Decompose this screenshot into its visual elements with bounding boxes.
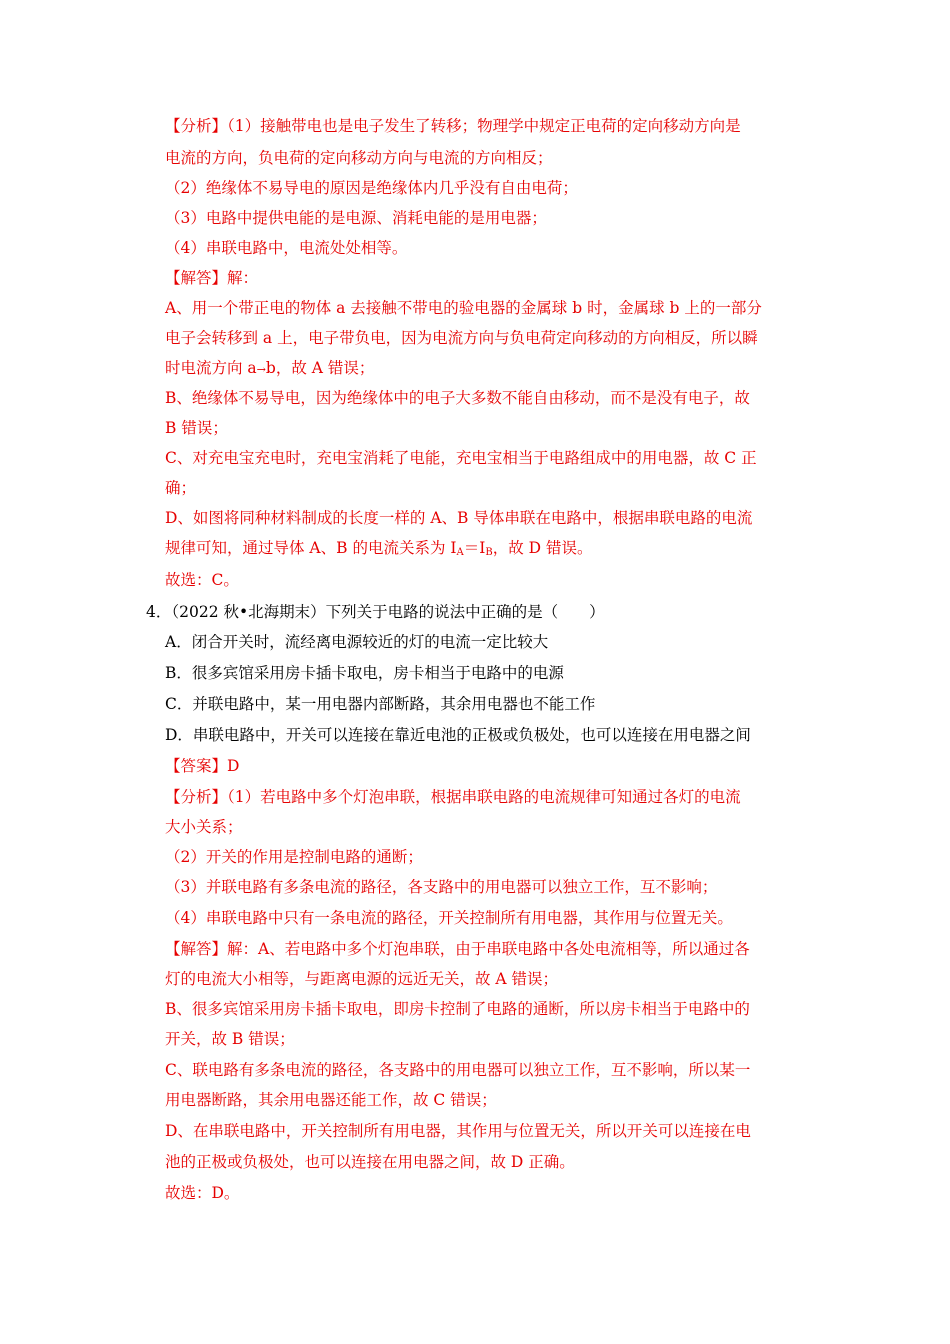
q4-option-c: C．并联电路中，某一用电器内部断路，其余用电器也不能工作	[165, 695, 596, 713]
q4-solution-a1: 解：A、若电路中多个灯泡串联，由于串联电路中各处电流相等，所以通过各	[227, 940, 750, 958]
q4-analysis-line-2: 大小关系；	[165, 818, 243, 836]
q3-solution-d2-mid: ＝I	[463, 539, 486, 557]
q4-solution-tag: 【解答】	[165, 940, 228, 958]
q4-number: 4．	[146, 603, 172, 621]
q4-analysis-line-1	[165, 787, 815, 807]
q3-analysis-line-2: 电流的方向，负电荷的定向移动方向与电流的方向相反；	[165, 149, 553, 167]
q4-solution-d-line-1: D、在串联电路中，开关控制所有用电器，其作用与位置无关，所以开关可以连接在电	[165, 1122, 751, 1140]
q3-solution-a3-pre: 时电流方向 a	[165, 359, 257, 377]
q3-solution-d2-sub-a: A	[456, 547, 464, 558]
q4-solution-c-line-1: C、联电路有多条电流的路径，各支路中的用电器可以独立工作，互不影响，所以某一	[165, 1061, 751, 1079]
q3-analysis-line-4: （3）电路中提供电能的是电源、消耗电能的是用电器；	[165, 209, 547, 227]
q3-solution-c-line-1: C、对充电宝充电时，充电宝消耗了电能，充电宝相当于电路组成中的用电器，故 C 正	[165, 449, 757, 467]
q4-answer-line	[165, 756, 815, 776]
q4-analysis-line-4: （3）并联电路有多条电流的路径，各支路中的用电器可以独立工作，互不影响；	[165, 878, 718, 896]
q3-solution-a-line-1: A、用一个带正电的物体 a 去接触不带电的验电器的金属球 b 时，金属球 b 上的一部分	[165, 299, 762, 317]
q4-solution-b-line-1: B、很多宾馆采用房卡插卡取电，即房卡控制了电路的通断，所以房卡相当于电路中的	[165, 1000, 750, 1018]
q3-analysis-line-5: （4）串联电路中，电流处处相等。	[165, 239, 408, 257]
q4-solution-b-line-2: 开关，故 B 错误；	[165, 1030, 295, 1048]
q3-solution-a3-post: b，故 A 错误；	[265, 359, 375, 377]
q4-solution-c-line-2: 用电器断路，其余用电器还能工作，故 C 错误；	[165, 1091, 497, 1109]
q3-final-answer: 故选：C。	[165, 571, 239, 589]
q4-analysis-tag: 【分析】	[165, 788, 228, 806]
q3-analysis-line-3: （2）绝缘体不易导电的原因是绝缘体内几乎没有自由电荷；	[165, 179, 578, 197]
q3-solution-b-line-2: B 错误；	[165, 419, 228, 437]
q4-solution-a-line-2: 灯的电流大小相等，与距离电源的远近无关，故 A 错误；	[165, 970, 559, 988]
q4-analysis-line-3: （2）开关的作用是控制电路的通断；	[165, 848, 423, 866]
q3-solution-d2-sub-b: B	[485, 547, 493, 558]
q4-answer-value: D	[227, 757, 240, 775]
q3-analysis-tag: 【分析】	[165, 117, 228, 135]
q4-option-a: A．闭合开关时，流经离电源较近的灯的电流一定比较大	[165, 633, 549, 651]
q3-solution-b-line-1: B、绝缘体不易导电，因为绝缘体中的电子大多数不能自由移动，而不是没有电子，故	[165, 389, 750, 407]
q3-solution-head: 解：	[227, 269, 259, 287]
q3-solution-d-line-1: D、如图将同种材料制成的长度一样的 A、B 导体串联在电路中，根据串联电路的电流	[165, 509, 753, 527]
q4-stem-line	[146, 602, 826, 622]
q3-solution-a-line-2: 电子会转移到 a 上，电子带负电，因为电流方向与负电荷定向移动的方向相反，所以瞬	[165, 329, 758, 347]
q3-solution-a-line-3	[165, 358, 815, 380]
q4-option-d: D．串联电路中，开关可以连接在靠近电池的正极或负极处，也可以连接在用电器之间	[165, 726, 751, 744]
q3-solution-d-line-2	[165, 538, 815, 563]
q3-solution-c-line-2: 确；	[165, 479, 197, 497]
q4-option-b: B．很多宾馆采用房卡插卡取电，房卡相当于电路中的电源	[165, 664, 564, 682]
q3-analysis-text-1: （1）接触带电也是电子发生了转移；物理学中规定正电荷的定向移动方向是	[227, 117, 741, 135]
q4-final-answer: 故选：D。	[165, 1184, 240, 1202]
q4-analysis-line-5: （4）串联电路中只有一条电流的路径，开关控制所有用电器，其作用与位置无关。	[165, 909, 733, 927]
q4-solution-a-line-1	[165, 939, 815, 959]
arrow-right-icon: →	[256, 363, 266, 376]
q4-analysis-text-1: （1）若电路中多个灯泡串联，根据串联电路的电流规律可知通过各灯的电流	[227, 788, 741, 806]
q3-solution-d2-post: ，故 D 错误。	[492, 539, 593, 557]
q4-answer-tag: 【答案】	[165, 757, 228, 775]
q4-stem: （2022 秋•北海期末）下列关于电路的说法中正确的是（ ）	[171, 603, 605, 621]
q4-solution-d-line-2: 池的正极或负极处，也可以连接在用电器之间，故 D 正确。	[165, 1153, 575, 1171]
q3-solution-tag: 【解答】	[165, 269, 228, 287]
q3-solution-header	[165, 268, 815, 288]
q3-analysis-line-1	[165, 116, 815, 136]
q3-solution-d2-pre: 规律可知，通过导体 A、B 的电流关系为 I	[165, 539, 457, 557]
